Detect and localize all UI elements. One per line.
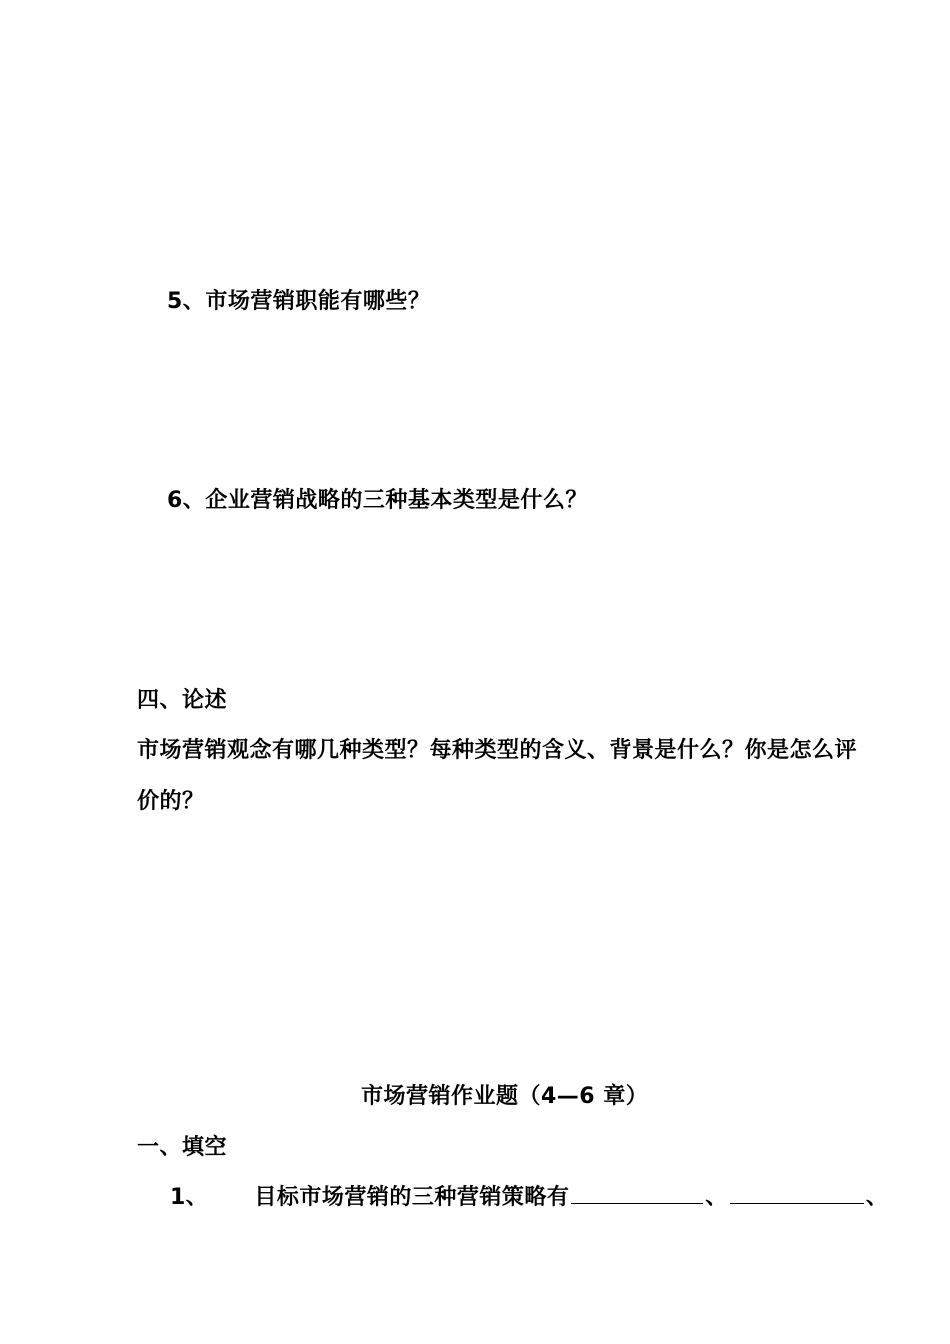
question-5-number: 5、 bbox=[167, 289, 206, 314]
assignment-title: 市场营销作业题（4—6 章） bbox=[361, 1084, 649, 1109]
question-6-text: 企业营销战略的三种基本类型是什么？ bbox=[205, 488, 588, 513]
fill-separator-2: 、 bbox=[865, 1185, 889, 1210]
fill-separator-1: 、 bbox=[705, 1185, 728, 1210]
question-6 bbox=[167, 487, 588, 515]
section-fill-in-blank-heading: 一、填空 bbox=[137, 1135, 228, 1160]
fill-question-1-number: 1、 bbox=[170, 1185, 209, 1210]
answer-blank-1[interactable] bbox=[571, 1185, 703, 1204]
question-5 bbox=[167, 288, 430, 316]
answer-blank-2[interactable] bbox=[730, 1185, 864, 1204]
fill-question-1 bbox=[170, 1184, 888, 1212]
essay-heading: 四、论述 bbox=[137, 688, 228, 713]
essay-question-line-2: 价的？ bbox=[137, 789, 205, 814]
question-5-text: 市场营销职能有哪些？ bbox=[205, 289, 431, 314]
essay-question-line-1: 市场营销观念有哪几种类型？每种类型的含义、背景是什么？你是怎么评 bbox=[137, 738, 858, 763]
question-6-number: 6、 bbox=[167, 488, 206, 513]
fill-question-1-text: 目标市场营销的三种营销策略有 bbox=[254, 1185, 570, 1210]
